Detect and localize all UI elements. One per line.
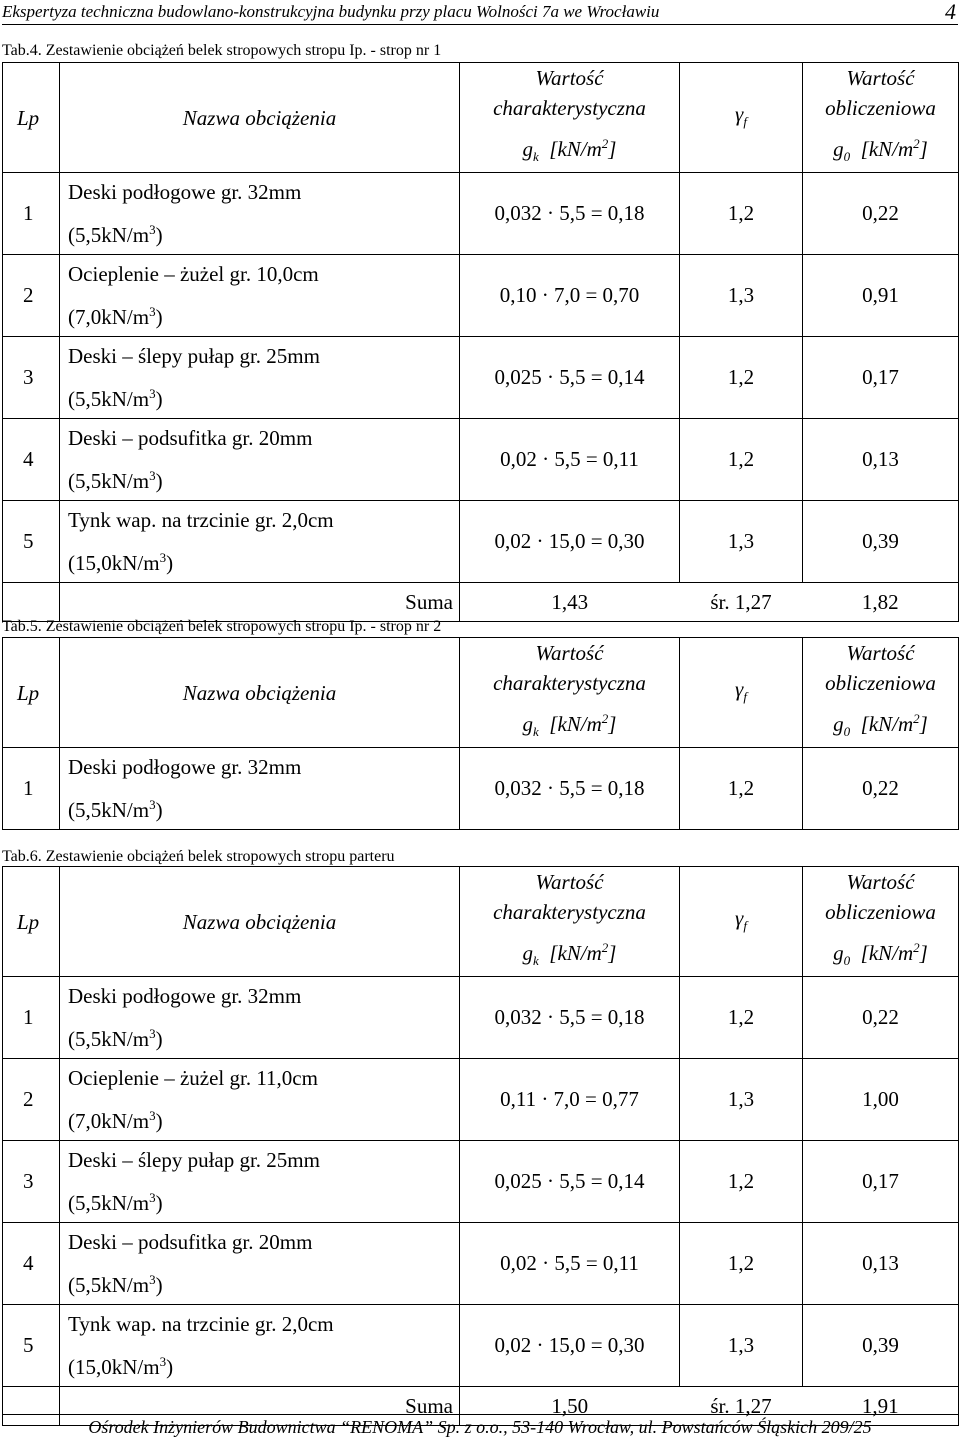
sum-row (3, 583, 959, 622)
table-row (3, 1305, 959, 1387)
table-caption: Tab.6. Zestawienie obciążeń belek stropowych stropu parteru (2, 848, 395, 865)
value-characteristic: 0,032 · 5,5 = 0,18 (460, 748, 680, 830)
header-calc-unit: $g_0$ $[kN/m^2]$ (833, 711, 928, 740)
load-name-line1: Tynk wap. na trzcinie gr. 2,0cm (68, 1312, 334, 1337)
row-lp: 1 (3, 748, 60, 830)
document-title: Ekspertyza techniczna budowlano-konstrukcyjna budynku przy placu Wolności 7a we Wrocławiu (2, 2, 660, 21)
header-char-line1: Wartość (535, 870, 604, 894)
sum-design: 1,82 (803, 583, 959, 622)
header-char-line2: charakterystyczna (493, 671, 646, 695)
value-design: 0,17 (803, 337, 959, 419)
row-lp: 1 (3, 173, 60, 255)
value-characteristic: 0,025 · 5,5 = 0,14 (460, 1141, 680, 1223)
load-name-density: $(15,0kN/m^3)$ (68, 1354, 174, 1380)
header-calc-line2: obliczeniowa (825, 96, 936, 120)
header-calc-unit: $g_0$ $[kN/m^2]$ (833, 136, 928, 165)
page-header (2, 2, 958, 25)
value-characteristic: 0,02 · 5,5 = 0,11 (460, 1223, 680, 1305)
table-row (3, 337, 959, 419)
column-header-gamma: $\gamma_f$ (680, 63, 803, 173)
load-table (2, 637, 959, 830)
sum-characteristic: 1,43 (460, 583, 680, 622)
load-name-line1: Deski – podsufitka gr. 20mm (68, 426, 313, 451)
load-table (2, 62, 959, 622)
header-char-line1: Wartość (535, 641, 604, 665)
load-name (60, 977, 460, 1059)
row-lp: 5 (3, 1305, 60, 1387)
column-header-design (803, 63, 959, 173)
load-name (60, 1059, 460, 1141)
header-row (3, 638, 959, 748)
row-lp: 4 (3, 1223, 60, 1305)
load-name (60, 173, 460, 255)
sum-gamma: śr. 1,27 (680, 1387, 803, 1426)
value-characteristic: 0,032 · 5,5 = 0,18 (460, 977, 680, 1059)
value-gamma: 1,2 (680, 748, 803, 830)
value-design: 0,91 (803, 255, 959, 337)
value-gamma: 1,2 (680, 337, 803, 419)
row-lp: 2 (3, 255, 60, 337)
value-gamma: 1,2 (680, 419, 803, 501)
value-gamma: 1,2 (680, 977, 803, 1059)
load-name-line1: Deski podłogowe gr. 32mm (68, 984, 302, 1009)
load-name-density: $(7,0kN/m^3)$ (68, 304, 163, 330)
value-gamma: 1,3 (680, 1305, 803, 1387)
load-name-line1: Deski – podsufitka gr. 20mm (68, 1230, 313, 1255)
load-name-line1: Deski podłogowe gr. 32mm (68, 755, 302, 780)
value-characteristic: 0,02 · 5,5 = 0,11 (460, 419, 680, 501)
row-lp: 5 (3, 501, 60, 583)
value-design: 0,22 (803, 748, 959, 830)
header-char-line2: charakterystyczna (493, 96, 646, 120)
value-characteristic: 0,025 · 5,5 = 0,14 (460, 337, 680, 419)
load-name-density: $(5,5kN/m^3)$ (68, 1190, 163, 1216)
page-number: 4 (945, 0, 956, 24)
load-name-density: $(5,5kN/m^3)$ (68, 386, 163, 412)
table-row (3, 1059, 959, 1141)
header-char-unit: $g_k$ $[kN/m^2]$ (522, 940, 617, 969)
load-name (60, 1305, 460, 1387)
column-header-design (803, 867, 959, 977)
table-row (3, 419, 959, 501)
header-calc-line2: obliczeniowa (825, 900, 936, 924)
value-gamma: 1,2 (680, 1223, 803, 1305)
load-name-line1: Ocieplenie – żużel gr. 10,0cm (68, 262, 319, 287)
load-name (60, 1223, 460, 1305)
sum-gamma: śr. 1,27 (680, 583, 803, 622)
column-header-name: Nazwa obciążenia (60, 63, 460, 173)
column-header-characteristic (460, 638, 680, 748)
column-header-lp: Lp (3, 638, 60, 748)
row-lp: 4 (3, 419, 60, 501)
header-row (3, 63, 959, 173)
value-characteristic: 0,02 · 15,0 = 0,30 (460, 501, 680, 583)
header-char-line2: charakterystyczna (493, 900, 646, 924)
load-name-line1: Deski – ślepy pułap gr. 25mm (68, 344, 320, 369)
row-lp: 2 (3, 1059, 60, 1141)
load-name-density: $(15,0kN/m^3)$ (68, 550, 174, 576)
table-caption: Tab.5. Zestawienie obciążeń belek stropowych stropu Ip. - strop nr 2 (2, 618, 442, 635)
column-header-characteristic (460, 867, 680, 977)
column-header-gamma: $\gamma_f$ (680, 867, 803, 977)
load-name-line1: Deski – ślepy pułap gr. 25mm (68, 1148, 320, 1173)
header-calc-line1: Wartość (846, 66, 915, 90)
column-header-lp: Lp (3, 63, 60, 173)
load-name-line1: Deski podłogowe gr. 32mm (68, 180, 302, 205)
value-design: 1,00 (803, 1059, 959, 1141)
load-name (60, 419, 460, 501)
column-header-name: Nazwa obciążenia (60, 638, 460, 748)
column-header-lp: Lp (3, 867, 60, 977)
header-calc-unit: $g_0$ $[kN/m^2]$ (833, 940, 928, 969)
table-row (3, 1223, 959, 1305)
load-name-line1: Ocieplenie – żużel gr. 11,0cm (68, 1066, 318, 1091)
sum-characteristic: 1,50 (460, 1387, 680, 1426)
value-gamma: 1,2 (680, 1141, 803, 1223)
column-header-gamma: $\gamma_f$ (680, 638, 803, 748)
column-header-design (803, 638, 959, 748)
sum-label: Suma (60, 1387, 460, 1426)
value-design: 0,13 (803, 419, 959, 501)
load-name-density: $(5,5kN/m^3)$ (68, 1272, 163, 1298)
value-design: 0,13 (803, 1223, 959, 1305)
load-table (2, 866, 959, 1426)
sum-label: Suma (60, 583, 460, 622)
header-char-unit: $g_k$ $[kN/m^2]$ (522, 711, 617, 740)
load-name (60, 748, 460, 830)
header-calc-line1: Wartość (846, 641, 915, 665)
value-design: 0,22 (803, 977, 959, 1059)
load-name (60, 501, 460, 583)
table-row (3, 501, 959, 583)
header-char-line1: Wartość (535, 66, 604, 90)
table-row (3, 748, 959, 830)
page-footer: Ośrodek Inżynierów Budownictwa “RENOMA” Sp. z o.o., 53-140 Wrocław, ul. Powstańców Śląskich 209/25 (2, 1414, 958, 1438)
table-row (3, 173, 959, 255)
table-row (3, 977, 959, 1059)
value-gamma: 1,3 (680, 501, 803, 583)
load-name-density: $(5,5kN/m^3)$ (68, 1026, 163, 1052)
value-characteristic: 0,032 · 5,5 = 0,18 (460, 173, 680, 255)
table-row (3, 255, 959, 337)
table-caption: Tab.4. Zestawienie obciążeń belek stropowych stropu Ip. - strop nr 1 (2, 42, 442, 59)
row-lp: 3 (3, 337, 60, 419)
load-name (60, 337, 460, 419)
value-design: 0,39 (803, 501, 959, 583)
table-row (3, 1141, 959, 1223)
value-design: 0,39 (803, 1305, 959, 1387)
header-calc-line1: Wartość (846, 870, 915, 894)
load-name (60, 1141, 460, 1223)
value-characteristic: 0,02 · 15,0 = 0,30 (460, 1305, 680, 1387)
value-gamma: 1,3 (680, 255, 803, 337)
row-lp: 1 (3, 977, 60, 1059)
column-header-characteristic (460, 63, 680, 173)
value-characteristic: 0,10 · 7,0 = 0,70 (460, 255, 680, 337)
load-name-density: $(5,5kN/m^3)$ (68, 797, 163, 823)
load-name-line1: Tynk wap. na trzcinie gr. 2,0cm (68, 508, 334, 533)
row-lp: 3 (3, 1141, 60, 1223)
value-gamma: 1,2 (680, 173, 803, 255)
load-name-density: $(5,5kN/m^3)$ (68, 222, 163, 248)
value-design: 0,22 (803, 173, 959, 255)
value-design: 0,17 (803, 1141, 959, 1223)
load-name-density: $(5,5kN/m^3)$ (68, 468, 163, 494)
sum-design: 1,91 (803, 1387, 959, 1426)
column-header-name: Nazwa obciążenia (60, 867, 460, 977)
header-calc-line2: obliczeniowa (825, 671, 936, 695)
value-gamma: 1,3 (680, 1059, 803, 1141)
load-name (60, 255, 460, 337)
header-char-unit: $g_k$ $[kN/m^2]$ (522, 136, 617, 165)
header-row (3, 867, 959, 977)
value-characteristic: 0,11 · 7,0 = 0,77 (460, 1059, 680, 1141)
load-name-density: $(7,0kN/m^3)$ (68, 1108, 163, 1134)
